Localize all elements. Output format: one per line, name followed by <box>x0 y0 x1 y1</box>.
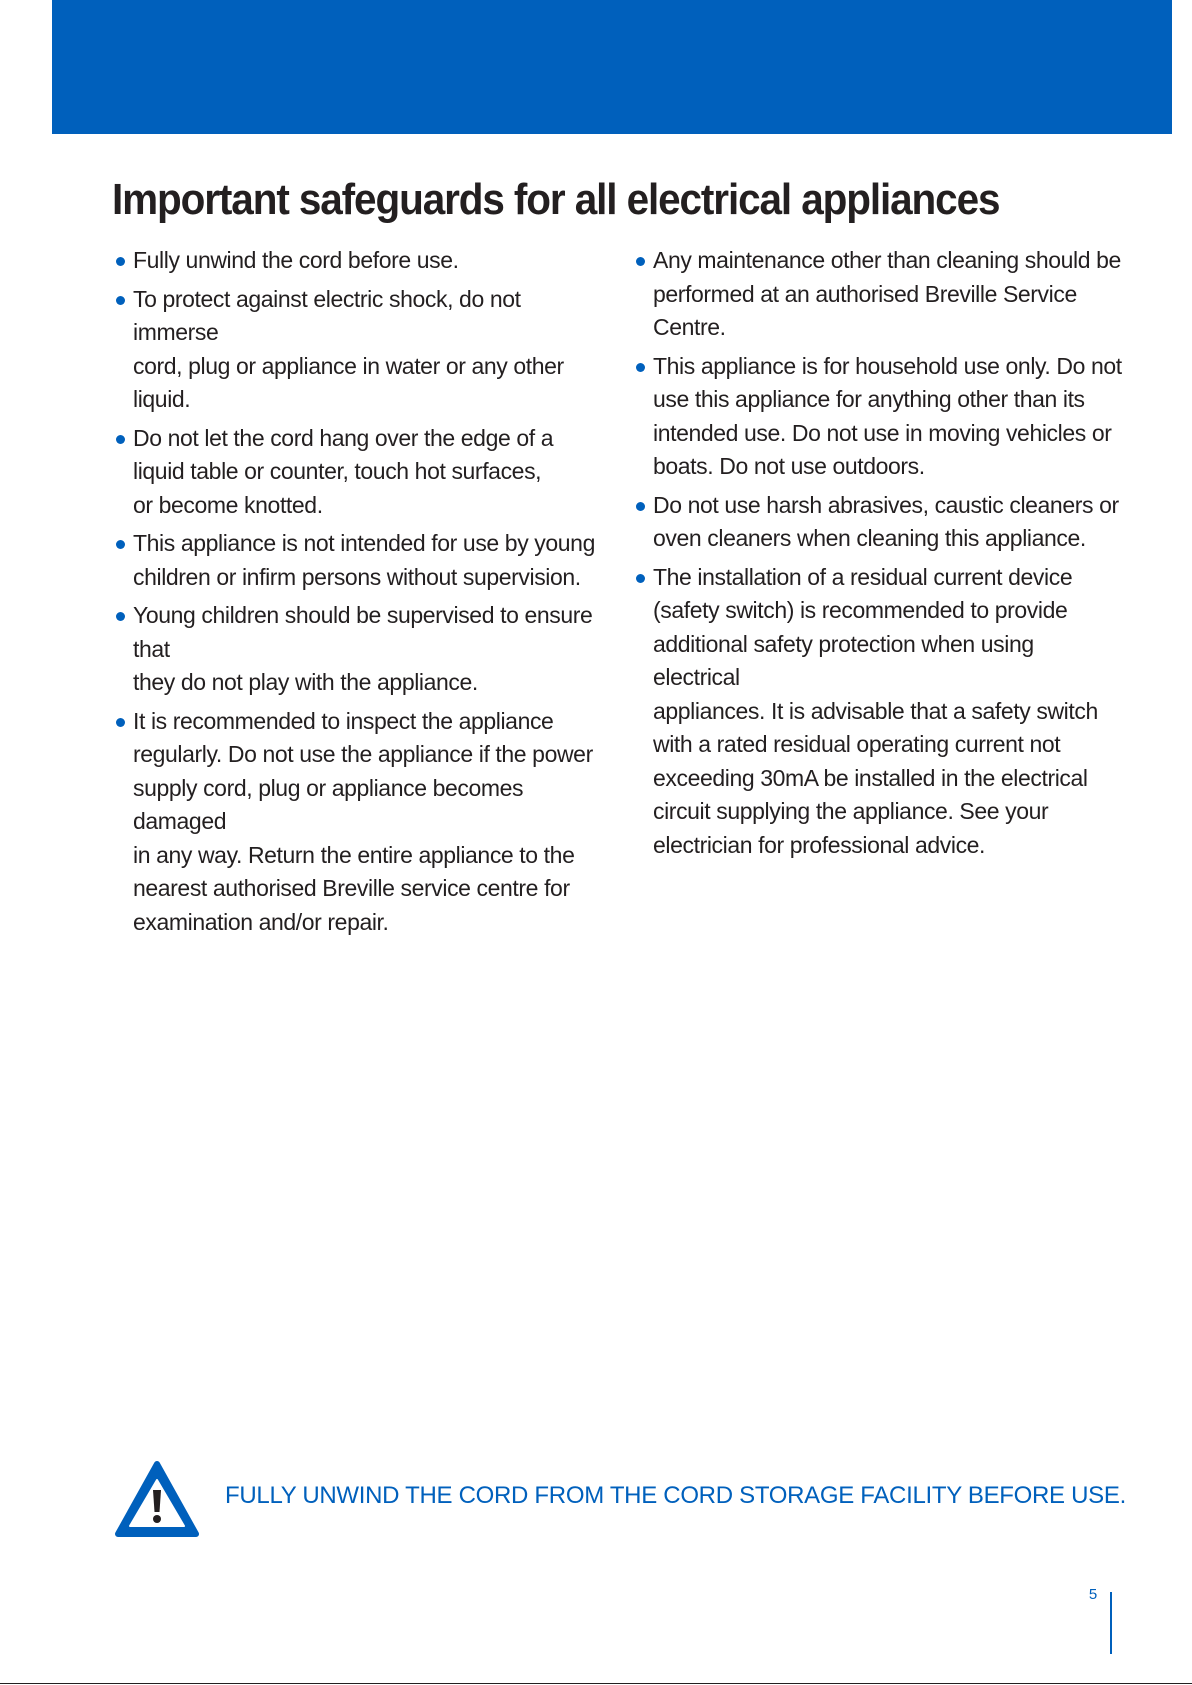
list-item-text: The installation of a residual current device (safety switch) is recommended to provide additional safety protection when using electrical appliances. It is advisable that a safety switch with a rated residual operating current not exceeding 30mA be installed in the electrical circuit supplying the appliance. See your electrician for professional advice. <box>653 563 1098 858</box>
page-bottom-edge <box>0 1683 1192 1684</box>
bullet-icon <box>116 296 125 305</box>
list-item-text: This appliance is for household use only. Do not use this appliance for anything other than its intended use. Do not use in moving vehicles or boats. Do not use outdoors. <box>653 352 1122 479</box>
page-title: Important safeguards for all electrical appliances <box>112 175 1000 224</box>
list-item-text: This appliance is not intended for use by young children or infirm persons without supervision. <box>133 530 595 590</box>
list-item <box>112 599 602 700</box>
header-band <box>52 0 1172 134</box>
list-item <box>112 705 602 940</box>
bullet-icon <box>116 718 125 727</box>
list-item-text: Young children should be supervised to ensure that they do not play with the appliance. <box>133 602 593 695</box>
list-item <box>632 244 1122 345</box>
list-item <box>632 561 1122 863</box>
list-item-text: Any maintenance other than cleaning should be performed at an authorised Breville Service Centre. <box>653 247 1121 340</box>
list-item-text: Do not let the cord hang over the edge of a liquid table or counter, touch hot surfaces, or become knotted. <box>133 424 554 518</box>
list-item <box>632 350 1122 484</box>
list-item-text: Fully unwind the cord before use. <box>133 247 459 273</box>
list-item-text: It is recommended to inspect the appliance regularly. Do not use the appliance if the power supply cord, plug or appliance becomes damaged in any way. Return the entire appliance to the nearest authorised Breville service centre for examination and/or repair. <box>133 707 593 935</box>
left-safeguards-list <box>112 244 602 944</box>
list-item <box>112 283 602 417</box>
bullet-icon <box>636 574 645 583</box>
list-item <box>112 422 602 523</box>
bullet-icon <box>116 612 125 621</box>
bullet-icon <box>116 540 125 549</box>
right-safeguards-list <box>632 244 1122 867</box>
bullet-icon <box>636 363 645 372</box>
list-item <box>112 527 602 594</box>
bullet-icon <box>116 435 125 444</box>
warning-triangle-icon <box>114 1460 200 1538</box>
bullet-icon <box>636 502 645 511</box>
list-item <box>632 489 1122 556</box>
list-item-text: To protect against electric shock, do not immerse cord, plug or appliance in water or any other liquid. <box>133 285 564 412</box>
warning-message: FULLY UNWIND THE CORD FROM THE CORD STORAGE FACILITY BEFORE USE. <box>225 1482 1126 1509</box>
list-item <box>112 244 602 278</box>
page-number-rule <box>1110 1592 1112 1654</box>
list-item-text: Do not use harsh abrasives, caustic cleaners or oven cleaners when cleaning this appliance. <box>653 491 1119 551</box>
bullet-icon <box>116 257 125 266</box>
page-number: 5 <box>1088 1586 1098 1603</box>
bullet-icon <box>636 257 645 266</box>
